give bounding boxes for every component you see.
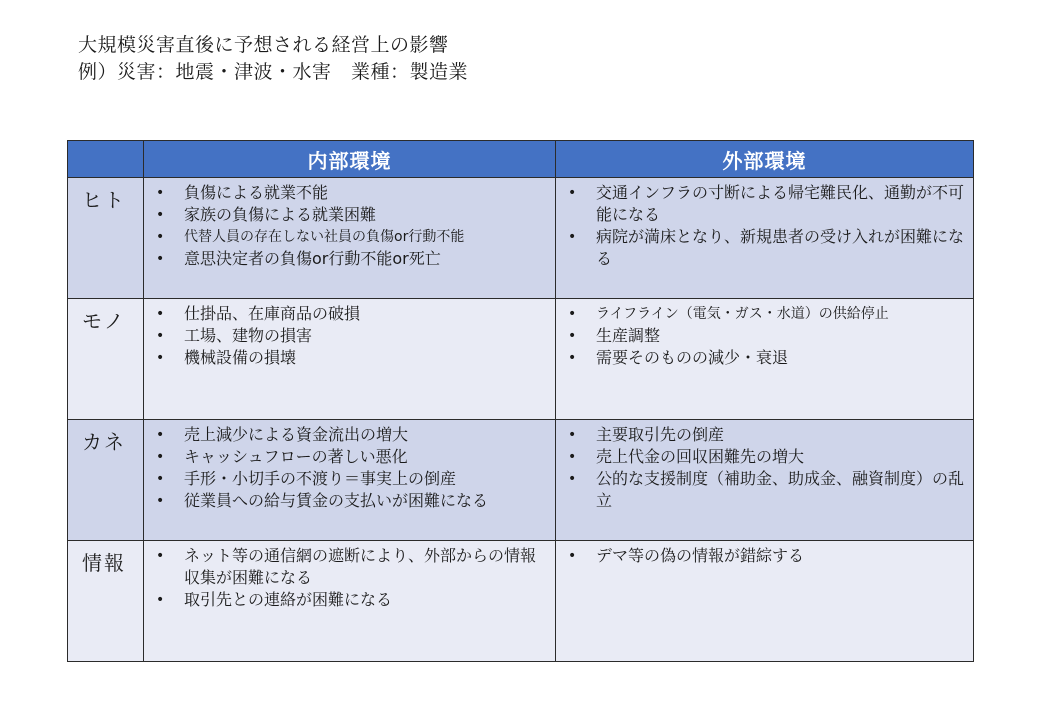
external-cell <box>556 420 974 541</box>
list-item: • 家族の負傷による就業困難 <box>156 204 547 226</box>
header-internal: 内部環境 <box>144 141 556 178</box>
list-item: • ライフライン（電気・ガス・水道）の供給停止 <box>568 303 965 325</box>
table-row-people <box>68 178 974 299</box>
impact-table <box>67 140 974 662</box>
list-item: • 意思決定者の負傷or行動不能or死亡 <box>156 248 547 270</box>
bullet-list <box>556 420 973 512</box>
header-corner <box>68 141 144 178</box>
list-item: • 工場、建物の損害 <box>156 325 547 347</box>
list-item: • 機械設備の損壊 <box>156 347 547 369</box>
row-label: カネ <box>68 420 144 541</box>
list-item: • 売上減少による資金流出の増大 <box>156 424 547 446</box>
list-item: • 従業員への給与賃金の支払いが困難になる <box>156 490 547 512</box>
bullet-list <box>556 541 973 567</box>
table-row-money <box>68 420 974 541</box>
internal-cell <box>144 299 556 420</box>
internal-cell <box>144 541 556 662</box>
list-item: • 生産調整 <box>568 325 965 347</box>
list-item: • 仕掛品、在庫商品の破損 <box>156 303 547 325</box>
bullet-list <box>144 299 555 369</box>
list-item: • 取引先との連絡が困難になる <box>156 589 547 611</box>
list-item: • 公的な支援制度（補助金、助成金、融資制度）の乱立 <box>568 468 965 512</box>
header-row <box>68 141 974 178</box>
external-cell <box>556 178 974 299</box>
row-label: 情報 <box>68 541 144 662</box>
bullet-list <box>144 420 555 512</box>
list-item: • 手形・小切手の不渡り＝事実上の倒産 <box>156 468 547 490</box>
list-item: • 負傷による就業不能 <box>156 182 547 204</box>
list-item: • デマ等の偽の情報が錯綜する <box>568 545 965 567</box>
title-line-1: 大規模災害直後に予想される経営上の影響 <box>78 34 449 56</box>
internal-cell <box>144 420 556 541</box>
header-external: 外部環境 <box>556 141 974 178</box>
bullet-list <box>144 178 555 270</box>
list-item: • ネット等の通信網の遮断により、外部からの情報収集が困難になる <box>156 545 547 589</box>
list-item: • 売上代金の回収困難先の増大 <box>568 446 965 468</box>
list-item: • 交通インフラの寸断による帰宅難民化、通勤が不可能になる <box>568 182 965 226</box>
title-line-2: 例）災害：地震・津波・水害 業種：製造業 <box>78 61 469 83</box>
table-row-information <box>68 541 974 662</box>
external-cell <box>556 541 974 662</box>
slide-title <box>78 32 468 86</box>
table-row-things <box>68 299 974 420</box>
list-item: • 需要そのものの減少・衰退 <box>568 347 965 369</box>
list-item: • 病院が満床となり、新規患者の受け入れが困難になる <box>568 226 965 270</box>
row-label: ヒト <box>68 178 144 299</box>
external-cell <box>556 299 974 420</box>
bullet-list <box>556 299 973 369</box>
list-item: • 代替人員の存在しない社員の負傷or行動不能 <box>156 226 547 248</box>
bullet-list <box>144 541 555 611</box>
list-item: • 主要取引先の倒産 <box>568 424 965 446</box>
list-item: • キャッシュフローの著しい悪化 <box>156 446 547 468</box>
row-label: モノ <box>68 299 144 420</box>
bullet-list <box>556 178 973 270</box>
internal-cell <box>144 178 556 299</box>
